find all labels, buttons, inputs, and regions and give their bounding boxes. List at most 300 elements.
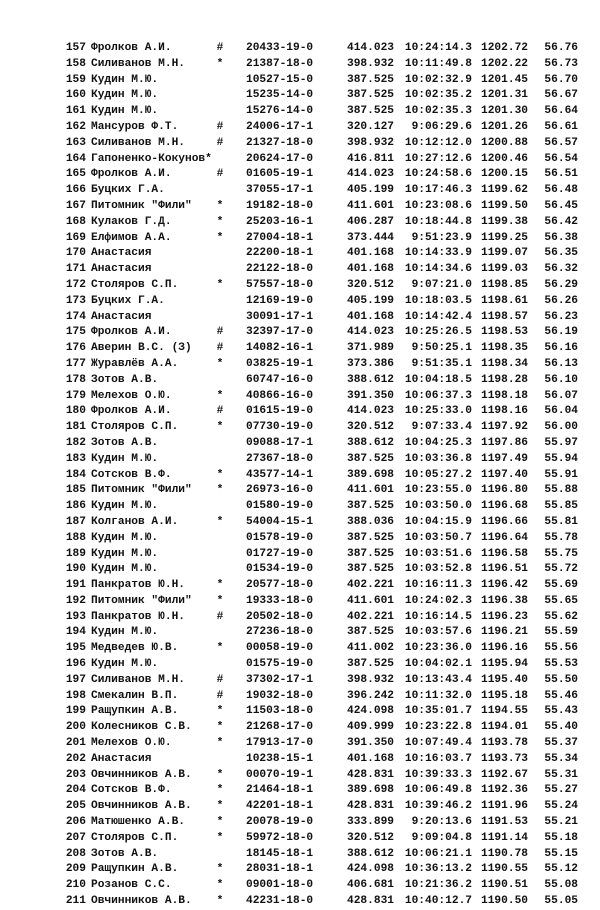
ring-number: 09001-18-0	[246, 879, 314, 892]
speed: 1191.53	[481, 816, 528, 829]
speed: 1200.88	[481, 136, 528, 149]
arrival-time: 10:11:49.8	[404, 57, 472, 70]
entry-mark: *	[216, 737, 224, 750]
entry-mark: *	[216, 57, 224, 70]
fancier-name: Столяров С.П.	[91, 831, 179, 844]
fancier-name: Сотсков В.Ф.	[91, 784, 172, 797]
ring-number: 59972-18-0	[246, 831, 314, 844]
entry-mark: #	[216, 168, 224, 181]
table-row	[0, 167, 600, 183]
ring-number: 30091-17-1	[246, 310, 314, 323]
ring-number: 01615-19-0	[246, 405, 314, 418]
arrival-time: 10:03:36.8	[404, 452, 472, 465]
row-number: 206	[65, 816, 86, 829]
table-row	[0, 799, 600, 815]
row-number: 179	[65, 389, 86, 402]
row-number: 172	[65, 278, 86, 291]
fancier-name: Кудин М.Ю.	[91, 563, 159, 576]
speed: 1199.07	[481, 247, 528, 260]
table-row	[0, 468, 600, 484]
ring-number: 43577-14-1	[246, 468, 314, 481]
ring-number: 10238-15-1	[246, 752, 314, 765]
speed: 1191.14	[481, 831, 528, 844]
score: 55.31	[544, 768, 578, 781]
arrival-time: 10:18:44.8	[404, 215, 472, 228]
entry-mark: #	[216, 689, 224, 702]
row-number: 164	[65, 152, 86, 165]
row-number: 176	[65, 342, 86, 355]
table-row	[0, 452, 600, 468]
fancier-name: Смекалин В.П.	[91, 689, 179, 702]
distance: 398.932	[347, 136, 394, 149]
arrival-time: 10:12:12.0	[404, 136, 472, 149]
score: 55.37	[544, 737, 578, 750]
speed: 1194.01	[481, 721, 528, 734]
row-number: 195	[65, 642, 86, 655]
table-row	[0, 73, 600, 89]
arrival-time: 10:03:57.6	[404, 626, 472, 639]
arrival-time: 9:07:21.0	[411, 278, 472, 291]
arrival-time: 10:24:02.3	[404, 594, 472, 607]
arrival-time: 10:13:43.4	[404, 673, 472, 686]
distance: 333.899	[347, 816, 394, 829]
fancier-name: Кудин М.Ю.	[91, 452, 159, 465]
ring-number: 19032-18-0	[246, 689, 314, 702]
fancier-name: Столяров С.П.	[91, 421, 179, 434]
fancier-name: Кулаков Г.Д.	[91, 215, 172, 228]
speed: 1197.92	[481, 421, 528, 434]
table-row	[0, 610, 600, 626]
ring-number: 17913-17-0	[246, 737, 314, 750]
score: 56.29	[544, 278, 578, 291]
score: 56.76	[544, 42, 578, 54]
speed: 1192.67	[481, 768, 528, 781]
ring-number: 21387-18-0	[246, 57, 314, 70]
arrival-time: 10:16:14.5	[404, 610, 472, 623]
ring-number: 07730-19-0	[246, 421, 314, 434]
score: 56.45	[544, 199, 578, 212]
ring-number: 27236-18-0	[246, 626, 314, 639]
row-number: 161	[65, 105, 86, 118]
distance: 373.444	[347, 231, 394, 244]
fancier-name: Ращупкин А.В.	[91, 863, 179, 876]
score: 56.48	[544, 184, 578, 197]
speed: 1196.80	[481, 484, 528, 497]
fancier-name: Мансуров Ф.Т.	[91, 120, 179, 133]
ring-number: 09088-17-1	[246, 436, 314, 449]
results-rows	[0, 41, 600, 910]
arrival-time: 10:17:46.3	[404, 184, 472, 197]
fancier-name: Гапоненко-Кокунов*	[91, 152, 212, 165]
score: 56.13	[544, 357, 578, 370]
ring-number: 60747-16-0	[246, 373, 314, 386]
table-row	[0, 752, 600, 768]
arrival-time: 10:16:03.7	[404, 752, 472, 765]
arrival-time: 10:06:37.3	[404, 389, 472, 402]
score: 55.08	[544, 879, 578, 892]
score: 56.73	[544, 57, 578, 70]
score: 56.38	[544, 231, 578, 244]
speed: 1199.38	[481, 215, 528, 228]
distance: 387.525	[347, 531, 394, 544]
arrival-time: 9:50:25.1	[411, 342, 472, 355]
table-row	[0, 673, 600, 689]
table-row	[0, 88, 600, 104]
entry-mark: *	[216, 278, 224, 291]
ring-number: 01580-19-0	[246, 500, 314, 513]
row-number: 191	[65, 579, 86, 592]
distance: 414.023	[347, 168, 394, 181]
row-number: 189	[65, 547, 86, 560]
fancier-name: Фролков А.И.	[91, 42, 172, 54]
score: 55.97	[544, 436, 578, 449]
fancier-name: Питомник "Фили"	[91, 594, 192, 607]
speed: 1200.15	[481, 168, 528, 181]
fancier-name: Буцких Г.А.	[91, 184, 165, 197]
score: 56.32	[544, 263, 578, 276]
table-row	[0, 231, 600, 247]
score: 56.16	[544, 342, 578, 355]
arrival-time: 10:39:46.2	[404, 800, 472, 813]
fancier-name: Столяров С.П.	[91, 278, 179, 291]
speed: 1198.18	[481, 389, 528, 402]
fancier-name: Кудин М.Ю.	[91, 547, 159, 560]
row-number: 196	[65, 658, 86, 671]
distance: 406.681	[347, 879, 394, 892]
ring-number: 32397-17-0	[246, 326, 314, 339]
distance: 387.525	[347, 658, 394, 671]
fancier-name: Силиванов М.Н.	[91, 57, 185, 70]
entry-mark: *	[216, 863, 224, 876]
score: 55.05	[544, 895, 578, 908]
speed: 1198.57	[481, 310, 528, 323]
table-row	[0, 831, 600, 847]
distance: 388.612	[347, 847, 394, 860]
distance: 411.601	[347, 484, 394, 497]
score: 55.69	[544, 579, 578, 592]
row-number: 163	[65, 136, 86, 149]
speed: 1195.18	[481, 689, 528, 702]
row-number: 177	[65, 357, 86, 370]
ring-number: 22200-18-1	[246, 247, 314, 260]
table-row	[0, 420, 600, 436]
distance: 389.698	[347, 468, 394, 481]
row-number: 175	[65, 326, 86, 339]
ring-number: 37302-17-1	[246, 673, 314, 686]
distance: 401.168	[347, 310, 394, 323]
score: 55.21	[544, 816, 578, 829]
score: 56.04	[544, 405, 578, 418]
row-number: 204	[65, 784, 86, 797]
entry-mark: *	[216, 389, 224, 402]
entry-mark: *	[216, 879, 224, 892]
fancier-name: Матюшенко А.В.	[91, 816, 185, 829]
speed: 1198.61	[481, 294, 528, 307]
ring-number: 12169-19-0	[246, 294, 314, 307]
speed: 1202.22	[481, 57, 528, 70]
speed: 1195.94	[481, 658, 528, 671]
fancier-name: Фролков А.И.	[91, 326, 172, 339]
row-number: 203	[65, 768, 86, 781]
table-row	[0, 815, 600, 831]
entry-mark: *	[216, 831, 224, 844]
distance: 320.512	[347, 421, 394, 434]
distance: 391.350	[347, 389, 394, 402]
arrival-time: 10:03:50.0	[404, 500, 472, 513]
table-row	[0, 389, 600, 405]
ring-number: 11503-18-0	[246, 705, 314, 718]
entry-mark: *	[216, 800, 224, 813]
entry-mark: *	[216, 484, 224, 497]
row-number: 190	[65, 563, 86, 576]
speed: 1190.78	[481, 847, 528, 860]
row-number: 187	[65, 515, 86, 528]
entry-mark: *	[216, 215, 224, 228]
fancier-name: Силиванов М.Н.	[91, 136, 185, 149]
score: 55.85	[544, 500, 578, 513]
fancier-name: Елфимов А.А.	[91, 231, 172, 244]
score: 55.50	[544, 673, 578, 686]
row-number: 182	[65, 436, 86, 449]
speed: 1191.96	[481, 800, 528, 813]
arrival-time: 9:07:33.4	[411, 421, 472, 434]
row-number: 174	[65, 310, 86, 323]
distance: 320.512	[347, 278, 394, 291]
speed: 1196.68	[481, 500, 528, 513]
score: 55.43	[544, 705, 578, 718]
distance: 405.199	[347, 294, 394, 307]
speed: 1201.45	[481, 73, 528, 86]
fancier-name: Аверин В.С. (З)	[91, 342, 192, 355]
table-row	[0, 657, 600, 673]
fancier-name: Кудин М.Ю.	[91, 500, 159, 513]
ring-number: 01575-19-0	[246, 658, 314, 671]
score: 56.64	[544, 105, 578, 118]
arrival-time: 10:23:36.0	[404, 642, 472, 655]
score: 55.62	[544, 610, 578, 623]
score: 56.26	[544, 294, 578, 307]
entry-mark: *	[216, 784, 224, 797]
table-row	[0, 404, 600, 420]
speed: 1197.49	[481, 452, 528, 465]
score: 55.75	[544, 547, 578, 560]
row-number: 167	[65, 199, 86, 212]
row-number: 202	[65, 752, 86, 765]
distance: 411.601	[347, 199, 394, 212]
table-row	[0, 215, 600, 231]
ring-number: 24006-17-1	[246, 120, 314, 133]
row-number: 207	[65, 831, 86, 844]
fancier-name: Кудин М.Ю.	[91, 658, 159, 671]
score: 56.00	[544, 421, 578, 434]
fancier-name: Кудин М.Ю.	[91, 105, 159, 118]
entry-mark: #	[216, 673, 224, 686]
row-number: 194	[65, 626, 86, 639]
entry-mark: *	[216, 199, 224, 212]
ring-number: 15235-14-0	[246, 89, 314, 102]
speed: 1196.16	[481, 642, 528, 655]
table-row	[0, 262, 600, 278]
row-number: 199	[65, 705, 86, 718]
fancier-name: Анастасия	[91, 752, 152, 765]
row-number: 162	[65, 120, 86, 133]
ring-number: 01578-19-0	[246, 531, 314, 544]
table-row	[0, 847, 600, 863]
score: 56.19	[544, 326, 578, 339]
speed: 1193.78	[481, 737, 528, 750]
arrival-time: 10:02:32.9	[404, 73, 472, 86]
arrival-time: 10:14:33.9	[404, 247, 472, 260]
ring-number: 01605-19-1	[246, 168, 314, 181]
row-number: 201	[65, 737, 86, 750]
speed: 1198.53	[481, 326, 528, 339]
distance: 389.698	[347, 784, 394, 797]
table-row	[0, 136, 600, 152]
speed: 1196.64	[481, 531, 528, 544]
table-row	[0, 278, 600, 294]
arrival-time: 9:06:29.6	[411, 120, 472, 133]
fancier-name: Розанов С.С.	[91, 879, 172, 892]
fancier-name: Мелехов О.Ю.	[91, 389, 172, 402]
arrival-time: 10:04:15.9	[404, 515, 472, 528]
table-row	[0, 436, 600, 452]
fancier-name: Медведев Ю.В.	[91, 642, 179, 655]
ring-number: 20624-17-0	[246, 152, 314, 165]
table-row	[0, 720, 600, 736]
speed: 1197.86	[481, 436, 528, 449]
row-number: 209	[65, 863, 86, 876]
ring-number: 19333-18-0	[246, 594, 314, 607]
score: 55.65	[544, 594, 578, 607]
table-row	[0, 120, 600, 136]
ring-number: 28031-18-1	[246, 863, 314, 876]
ring-number: 37055-17-1	[246, 184, 314, 197]
distance: 320.512	[347, 831, 394, 844]
arrival-time: 10:11:32.0	[404, 689, 472, 702]
entry-mark: *	[216, 231, 224, 244]
row-number: 160	[65, 89, 86, 102]
row-number: 211	[65, 895, 86, 908]
row-number: 192	[65, 594, 86, 607]
speed: 1199.25	[481, 231, 528, 244]
distance: 411.601	[347, 594, 394, 607]
entry-mark: *	[216, 594, 224, 607]
arrival-time: 10:36:13.2	[404, 863, 472, 876]
row-number: 186	[65, 500, 86, 513]
row-number: 159	[65, 73, 86, 86]
arrival-time: 10:23:08.6	[404, 199, 472, 212]
table-row	[0, 783, 600, 799]
fancier-name: Кудин М.Ю.	[91, 89, 159, 102]
table-row	[0, 325, 600, 341]
fancier-name: Кудин М.Ю.	[91, 531, 159, 544]
entry-mark: #	[216, 42, 224, 54]
table-row	[0, 704, 600, 720]
arrival-time: 10:23:22.8	[404, 721, 472, 734]
distance: 387.525	[347, 73, 394, 86]
distance: 409.999	[347, 721, 394, 734]
distance: 387.525	[347, 563, 394, 576]
row-number: 183	[65, 452, 86, 465]
score: 55.12	[544, 863, 578, 876]
arrival-time: 10:04:18.5	[404, 373, 472, 386]
distance: 320.127	[347, 120, 394, 133]
table-row	[0, 625, 600, 641]
distance: 387.525	[347, 105, 394, 118]
distance: 387.525	[347, 500, 394, 513]
entry-mark: *	[216, 579, 224, 592]
fancier-name: Панкратов Ю.Н.	[91, 579, 185, 592]
speed: 1192.36	[481, 784, 528, 797]
distance: 414.023	[347, 42, 394, 54]
arrival-time: 10:14:42.4	[404, 310, 472, 323]
fancier-name: Кудин М.Ю.	[91, 626, 159, 639]
speed: 1198.34	[481, 357, 528, 370]
fancier-name: Буцких Г.А.	[91, 294, 165, 307]
fancier-name: Сотсков В.Ф.	[91, 468, 172, 481]
arrival-time: 10:02:35.2	[404, 89, 472, 102]
row-number: 181	[65, 421, 86, 434]
distance: 402.221	[347, 579, 394, 592]
score: 55.18	[544, 831, 578, 844]
arrival-time: 9:20:13.6	[411, 816, 472, 829]
distance: 401.168	[347, 752, 394, 765]
ring-number: 27004-18-1	[246, 231, 314, 244]
speed: 1193.73	[481, 752, 528, 765]
ring-number: 20502-18-0	[246, 610, 314, 623]
entry-mark: *	[216, 768, 224, 781]
entry-mark: *	[216, 515, 224, 528]
distance: 387.525	[347, 626, 394, 639]
fancier-name: Силиванов М.Н.	[91, 673, 185, 686]
speed: 1201.26	[481, 120, 528, 133]
table-row	[0, 515, 600, 531]
distance: 414.023	[347, 405, 394, 418]
row-number: 178	[65, 373, 86, 386]
ring-number: 00070-19-1	[246, 768, 314, 781]
score: 56.51	[544, 168, 578, 181]
table-row	[0, 341, 600, 357]
row-number: 171	[65, 263, 86, 276]
entry-mark: #	[216, 610, 224, 623]
score: 55.24	[544, 800, 578, 813]
row-number: 169	[65, 231, 86, 244]
fancier-name: Панкратов Ю.Н.	[91, 610, 185, 623]
score: 56.67	[544, 89, 578, 102]
table-row	[0, 641, 600, 657]
score: 55.78	[544, 531, 578, 544]
fancier-name: Анастасия	[91, 263, 152, 276]
entry-mark: #	[216, 326, 224, 339]
speed: 1196.51	[481, 563, 528, 576]
table-row	[0, 57, 600, 73]
arrival-time: 10:07:49.4	[404, 737, 472, 750]
score: 55.53	[544, 658, 578, 671]
distance: 387.525	[347, 89, 394, 102]
distance: 406.287	[347, 215, 394, 228]
table-row	[0, 894, 600, 910]
score: 55.56	[544, 642, 578, 655]
row-number: 157	[65, 42, 86, 54]
table-row	[0, 562, 600, 578]
ring-number: 10527-15-0	[246, 73, 314, 86]
speed: 1196.21	[481, 626, 528, 639]
distance: 414.023	[347, 326, 394, 339]
score: 56.54	[544, 152, 578, 165]
table-row	[0, 547, 600, 563]
distance: 387.525	[347, 452, 394, 465]
ring-number: 18145-18-1	[246, 847, 314, 860]
